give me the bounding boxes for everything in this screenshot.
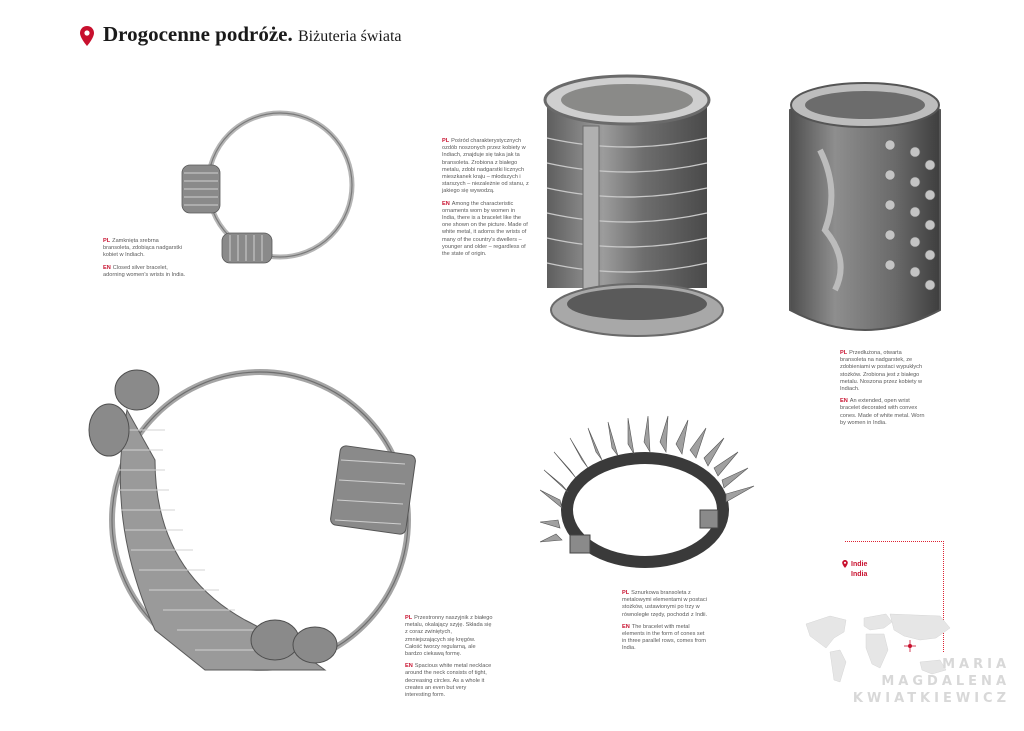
cuff-bracelet-photo xyxy=(780,70,950,345)
watermark: MARIA MAGDALENA KWIATKIEWICZ xyxy=(852,657,1010,706)
spiked-bracelet-caption: PL Sznurkowa bransoleta z metalowymi elementami w postaci stożków, ustawionymi po trzy w równoległe rzędy, pochodzi z Indii. EN The bracelet with metal elements in the form of cones set in three parallel rows, comes from India. xyxy=(622,590,708,652)
location-pin-icon xyxy=(842,560,848,568)
spiked-bracelet-photo xyxy=(540,410,760,585)
page-title xyxy=(103,22,402,47)
necklace-caption: PL Przestronny naszyjnik z białego metalu, okalający szyję. Składa się z coraz zwiniętych, zmniejszających się kręgów. Całość tworzy regularną, ale bardzo ciekawą formę. EN Spacious white metal necklace around the neck consists of tight, decreasing circles. As a whole it creates an even but very interesting form. xyxy=(405,615,493,699)
title-main: Drogocenne podróże. xyxy=(103,22,293,46)
ring-bracelet-photo xyxy=(170,95,365,280)
cuff-bracelet-caption: PL Przedłużona, otwarta bransoleta na nadgarstek, ze zdobieniami w postaci wypukłych stożków. Zrobiona jest z białego metalu. Noszona przez kobiety w Indiach. EN An extended, open wrist bracelet decorated with convex cones. Made of white metal. Worn by women in India. xyxy=(840,350,925,426)
map-location-label xyxy=(842,560,867,580)
map-label-en: India xyxy=(851,571,868,578)
cylinder-bracelet-caption: PL Pośród charakterystycznych ozdób noszonych przez kobiety w Indiach, znajduje się taka jak ta bransoleta. Zrobiona z białego metalu, zdobi nadgarstki licznych mieszkanek kraju – młodszych i starszych – niezależnie od stanu, z jakiego się wywodzą. EN Among the characteristic ornaments worn by women in India, there is a bracelet like the one shown on the picture. Made of white metal, it adorns the wrists of many of the country's dwellers – younger and older – regardless of the state of origin. xyxy=(442,138,529,258)
location-pin-icon xyxy=(80,26,94,46)
india-marker xyxy=(908,644,912,648)
ring-bracelet-caption: PL Zamknięta srebrna bransoleta, zdobiąca nadgarstki kobiet w Indiach. EN Closed silver bracelet, adorning women's wrists in India. xyxy=(103,238,186,278)
title-subtitle: Biżuteria świata xyxy=(298,28,402,45)
cylinder-bracelet-photo xyxy=(535,68,725,353)
necklace-photo xyxy=(85,340,420,710)
map-label-pl: Indie xyxy=(851,561,868,568)
